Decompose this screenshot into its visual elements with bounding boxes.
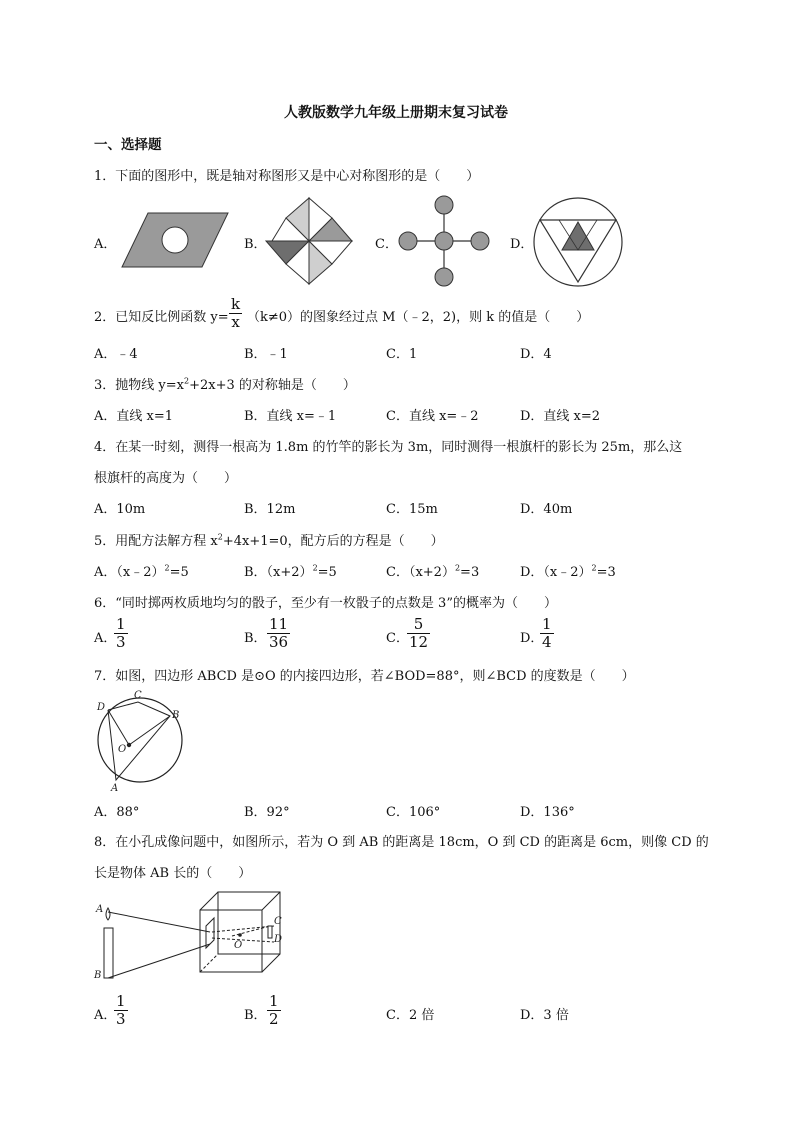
question-7-stem: 7．如图，四边形 ABCD 是⊙O 的内接四边形，若∠BOD=88°，则∠BCD 的度数是（ ） [94,669,635,684]
q3-option-c: C．直线 x=﹣2 [386,409,479,424]
cross-of-circles-figure [396,194,492,288]
q5-option-c [386,561,479,580]
question-8-line-2: 长是物体 AB 长的（ ） [94,866,252,881]
q5-stem-b: +4x+1=0，配方后的方程是（ ） [222,534,444,549]
q5-option-c-exp: 2 [454,563,461,573]
q6-option-d-label: D． [520,631,544,646]
q5-exponent: 2 [217,532,223,542]
q1-option-a-label: A． [94,237,117,252]
q8-label-c: C [274,916,282,927]
q8-option-a-fraction [114,994,128,1027]
q7-label-a: A [111,783,119,794]
q4-option-c: C．15m [386,502,438,517]
q5-option-c-post: =3 [460,565,480,580]
q2-option-b: B．﹣1 [244,347,288,362]
q6-option-b-label: B． [244,631,267,646]
q2-option-c: C．1 [386,347,418,362]
q5-option-d-post: =3 [596,565,616,580]
q7-option-b: B．92° [244,805,290,820]
q5-option-d-exp: 2 [591,563,597,573]
q7-label-c: C [134,690,142,701]
q3-exponent: 2 [183,376,190,386]
pinwheel-figure [262,196,356,286]
q1-option-d-label: D． [510,237,534,252]
q8-label-b: B [94,970,102,981]
question-1-stem: 1．下面的图形中，既是轴对称图形又是中心对称图形的是（ ） [94,169,480,184]
q1-option-b-label: B． [244,237,267,252]
q5-option-b-pre: B．（x+2） [244,565,313,580]
inscribed-quadrilateral-figure [92,688,188,794]
q5-option-b [244,561,337,580]
q5-option-d [520,561,616,580]
q6-c-numerator: 5 [413,615,424,633]
q6-c-denominator: 12 [409,633,429,651]
q6-d-numerator: 1 [542,615,552,633]
q2-fraction [229,297,242,330]
question-6-stem: 6．“同时掷两枚质地均匀的骰子，至少有一枚骰子的点数是 3”的概率为（ ） [94,596,557,611]
q8-a-denominator: 3 [116,1010,126,1028]
q2-option-a: A．﹣4 [94,347,138,362]
q8-option-b-label: B． [244,1008,267,1023]
q3-option-a: A．直线 x=1 [94,409,174,424]
q6-option-a-label: A． [94,631,117,646]
q6-option-b-fraction [267,617,290,650]
q8-option-c: C．2 倍 [386,1008,435,1023]
q1-option-c-label: C． [375,237,398,252]
q5-option-a-post: =5 [169,565,189,580]
q7-option-d: D．136° [520,805,575,820]
q6-b-numerator: 11 [269,615,289,633]
question-8-line-1: 8．在小孔成像问题中，如图所示，若为 O 到 AB 的距离是 18cm，O 到 CD 的距离是 6cm，则像 CD 的 [94,835,709,850]
q3-option-b: B．直线 x=﹣1 [244,409,337,424]
q8-a-numerator: 1 [116,992,126,1010]
q7-option-c: C．106° [386,805,441,820]
section-heading: 一、选择题 [94,137,162,153]
q3-stem-b: +2x+3 的对称轴是（ ） [189,378,356,393]
q2-option-d: D．4 [520,347,552,362]
q6-option-d-fraction [540,617,554,650]
q3-stem-a: 3．抛物线 y=x [94,378,184,393]
pinhole-camera-figure [92,882,298,984]
q6-option-c-label: C． [386,631,409,646]
q5-option-b-exp: 2 [312,563,318,573]
q5-stem-a: 5．用配方法解方程 x [94,534,218,549]
question-2-stem-post: （k≠0）的图象经过点 M（﹣2，2)，则 k 的值是（ ） [247,310,590,325]
q8-option-a-label: A． [94,1008,117,1023]
q2-fraction-denominator: x [231,313,240,331]
question-3-stem [94,374,356,393]
q5-option-d-pre: D．（x﹣2） [520,565,592,580]
q6-a-denominator: 3 [116,633,126,651]
q8-label-a: A [96,904,104,915]
question-5-stem [94,530,444,549]
q8-label-o: O [234,940,243,951]
q5-option-a-exp: 2 [164,563,170,573]
question-2-stem-pre: 2．已知反比例函数 y= [94,310,229,325]
page-title: 人教版数学九年级上册期末复习试卷 [284,105,508,121]
q4-option-a: A．10m [94,502,146,517]
parallelogram-with-circle-figure [120,212,230,268]
q5-option-b-post: =5 [317,565,337,580]
q7-label-o: O [118,744,127,755]
q8-b-numerator: 1 [269,992,279,1010]
q8-label-d: D [274,934,283,945]
q5-option-c-pre: C．（x+2） [386,565,455,580]
q8-b-denominator: 2 [269,1010,279,1028]
q6-d-denominator: 4 [542,633,552,651]
q6-b-denominator: 36 [269,633,289,651]
question-4-line-2: 根旗杆的高度为（ ） [94,471,238,486]
q5-option-a-pre: A．（x﹣2） [94,565,165,580]
q5-option-a [94,561,189,580]
q2-fraction-numerator: k [231,295,241,313]
q8-option-b-fraction [267,994,281,1027]
q6-option-c-fraction [407,617,430,650]
q4-option-b: B．12m [244,502,296,517]
q4-option-d: D．40m [520,502,573,517]
circle-with-triangles-figure [532,196,624,288]
q7-label-b: B [172,710,180,721]
q6-a-numerator: 1 [116,615,126,633]
q6-option-a-fraction [114,617,128,650]
question-4-line-1: 4．在某一时刻，测得一根高为 1.8m 的竹竿的影长为 3m，同时测得一根旗杆的影长为 25m，那么这 [94,440,683,455]
q8-option-d: D．3 倍 [520,1008,569,1023]
q7-label-d: D [97,702,106,713]
q3-option-d: D．直线 x=2 [520,409,601,424]
q7-option-a: A．88° [94,805,140,820]
